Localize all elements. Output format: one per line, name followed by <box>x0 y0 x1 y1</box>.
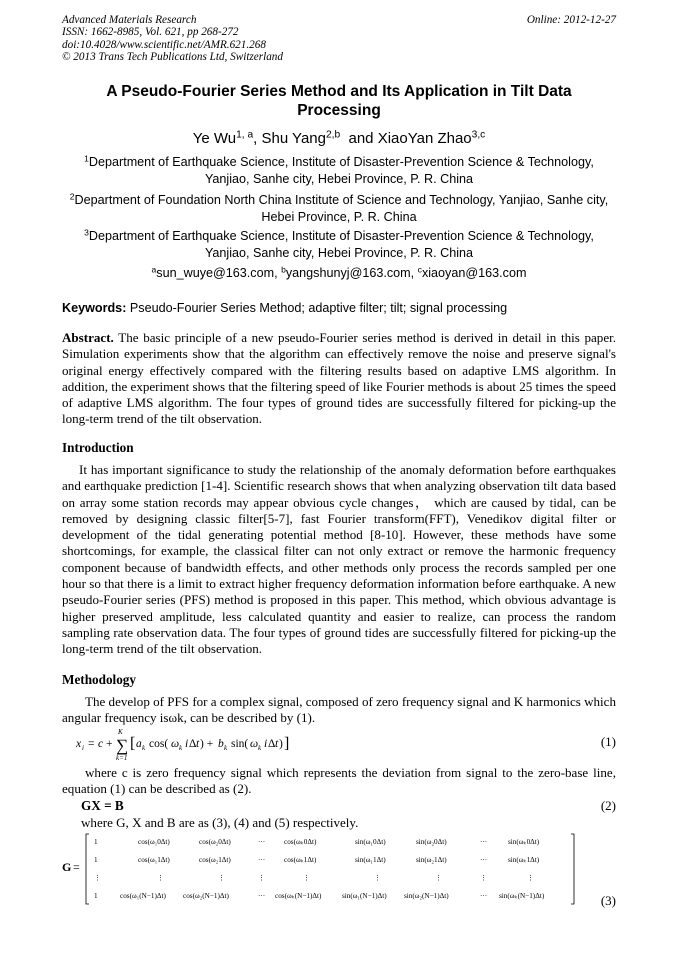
author-sup: 3,c <box>471 129 486 141</box>
svg-text:ω: ω <box>171 738 180 750</box>
paper-title <box>62 82 616 120</box>
svg-text:···: ··· <box>480 838 488 846</box>
author-sup: 1, a <box>236 129 254 141</box>
svg-text:k=1: k=1 <box>116 754 128 762</box>
section-heading-introduction: Introduction <box>62 440 134 455</box>
methodology-paragraph: where G, X and B are as (3), (4) and (5) respectively. <box>81 815 359 830</box>
svg-text:i: i <box>185 738 189 750</box>
affiliation-line: Hebei Province, P. R. China <box>261 210 417 224</box>
svg-text:]: ] <box>284 735 290 752</box>
svg-text:sin(ω₂(N−1)Δt): sin(ω₂(N−1)Δt) <box>404 892 449 900</box>
equation-3-matrix <box>62 832 592 906</box>
keywords-text: Pseudo-Fourier Series Method; adaptive filter; tilt; signal processing <box>129 301 508 315</box>
affiliation-sup: 1 <box>84 153 89 164</box>
svg-text:x: x <box>76 738 82 750</box>
svg-text:t: t <box>196 738 200 750</box>
affiliation <box>58 228 620 262</box>
svg-text:i: i <box>264 738 268 750</box>
svg-text:k: k <box>258 744 262 752</box>
email-link[interactable]: xiaoyan@163.com <box>421 266 527 280</box>
svg-text:Δ: Δ <box>268 738 276 750</box>
svg-text:sin(ωₖ0Δt): sin(ωₖ0Δt) <box>508 838 540 846</box>
affiliation-line: Yanjiao, Sanhe city, Hebei Province, P. R. China <box>204 246 474 260</box>
svg-text:cos(ω₁1Δt): cos(ω₁1Δt) <box>138 856 170 864</box>
affiliation-line: Yanjiao, Sanhe city, Hebei Province, P. R. China <box>204 172 474 186</box>
svg-text:cos(ωₖ1Δt): cos(ωₖ1Δt) <box>284 856 317 864</box>
affiliation-sup: 2 <box>69 191 75 202</box>
svg-text:sin(ω₁1Δt): sin(ω₁1Δt) <box>355 856 386 864</box>
abstract <box>62 330 616 428</box>
email-link[interactable]: sun_wuye@163.com <box>156 266 275 280</box>
keywords-label: Keywords: <box>62 301 127 315</box>
svg-text:a: a <box>136 738 142 750</box>
svg-text:[: [ <box>130 735 136 752</box>
abstract-label: Abstract. <box>62 330 114 345</box>
equation-1 <box>76 727 336 763</box>
affiliation-line: Department of Foundation North China Institute of Science and Technology, Yanjiao, Sanhe city, <box>74 193 609 207</box>
equation-number: (2) <box>600 798 616 813</box>
svg-text:···: ··· <box>480 892 488 900</box>
abstract-text: The basic principle of a new pseudo-Fourier series method is derived in detail in this paper. Simulation experiments show that the algorithm can effectively remove the noise and preserve signal's original energy effectively compared with the filtering results based on adaptive LMS algorithm. In addition, the experiment shows that the filtering speed of like Fourier methods is about 25 times the speed of adaptive LMS algorithm. The four types of ground tides are successfully filtered for picking-up the long-term trend of the tilt observation. <box>62 330 617 427</box>
svg-text:⋮: ⋮ <box>374 874 382 882</box>
svg-text:cos(ω₁0Δt): cos(ω₁0Δt) <box>138 838 170 846</box>
email-list: $^a$sun_wuye@163.com, $^b$yangshunyj@163.com, $^c$xiaoyan@163.com <box>151 264 527 280</box>
svg-text:ω: ω <box>250 738 259 750</box>
equation-number: (1) <box>600 734 616 749</box>
journal-header <box>62 14 283 64</box>
keywords <box>62 300 622 316</box>
svg-text:1: 1 <box>94 892 98 900</box>
svg-text:cos(ωₖ0Δt): cos(ωₖ0Δt) <box>284 838 317 846</box>
svg-text:sin(ω₂0Δt): sin(ω₂0Δt) <box>416 838 447 846</box>
svg-text:c: c <box>98 738 104 750</box>
doi-line: doi:10.4028/www.scientific.net/AMR.621.268 <box>62 38 266 51</box>
affiliation-sup: 3 <box>84 227 89 238</box>
svg-text:Δ: Δ <box>189 738 197 750</box>
affiliation <box>58 192 620 226</box>
svg-text:sin(: sin( <box>231 738 249 750</box>
svg-text:⋮: ⋮ <box>258 874 266 882</box>
svg-text:···: ··· <box>258 838 266 846</box>
email-sup: c <box>417 264 422 275</box>
svg-text:⋮: ⋮ <box>480 874 488 882</box>
author-sup: 2,b <box>325 129 341 141</box>
svg-text:k: k <box>224 744 228 752</box>
svg-text:1: 1 <box>94 838 98 846</box>
svg-text:···: ··· <box>258 856 266 864</box>
svg-text:···: ··· <box>480 856 488 864</box>
svg-text:sin(ωₖ(N−1)Δt): sin(ωₖ(N−1)Δt) <box>499 892 545 900</box>
svg-text:=: = <box>73 860 80 874</box>
svg-text:cos(ω₂0Δt): cos(ω₂0Δt) <box>199 838 231 846</box>
email-sup: b <box>281 264 286 275</box>
svg-text:⋮: ⋮ <box>527 874 535 882</box>
svg-text:k: k <box>179 744 183 752</box>
equation-number: (3) <box>600 893 616 908</box>
svg-text:k: k <box>142 744 146 752</box>
methodology-paragraph: where c is zero frequency signal which represents the deviation from signal to the zero-base line, equation (1) can be described as (2). <box>62 765 616 797</box>
svg-text:cos(ω₁(N−1)Δt): cos(ω₁(N−1)Δt) <box>120 892 166 900</box>
svg-text:⋮: ⋮ <box>94 874 102 882</box>
svg-text:K: K <box>118 728 123 736</box>
affiliation-line: Department of Earthquake Science, Institute of Disaster-Prevention Science & Technology, <box>88 155 594 169</box>
author-name: Ye Wu <box>192 130 237 147</box>
svg-text:sin(ω₁(N−1)Δt): sin(ω₁(N−1)Δt) <box>342 892 387 900</box>
section-heading-methodology: Methodology <box>62 672 136 687</box>
svg-text:t: t <box>275 738 279 750</box>
svg-text:⋮: ⋮ <box>435 874 443 882</box>
svg-text:⋮: ⋮ <box>218 874 226 882</box>
title-line-1: A Pseudo-Fourier Series Method and Its Application in Tilt Data <box>106 83 572 100</box>
svg-text:sin(ω₁0Δt): sin(ω₁0Δt) <box>355 838 386 846</box>
introduction-paragraph: It has important significance to study the relationship of the anomaly deformation before earthquakes and earthquake prediction [1-4]. Scientific research shows that when analyzing observation tilt data based on array some station records may appear obvious cycle changes， which are caused by tidal, can be removed by designing classic filter[5-7], fast Fourier transform(FFT), Venedikov digital filter or development of the tidal generating potential method [8-10]. However, these methods have some shortcomings, for example, the classical filter can not only extract or remove the harmonic frequency component because of bandwidth effects, and other methods only process the records sampled per one hour so that there is a limit to extract higher frequency deformation information before earthquake. A new pseudo-Fourier series (PFS) method is proposed in this paper. This method, which obvious advantage is higher preserved amplitude, less calculated quantity and easier to realize, can process the random sampling rate observation data. The four types of ground tides are successfully filtered for picking-up the long-term trend of the tilt observation. <box>62 462 616 657</box>
affiliation-line: Department of Earthquake Science, Institute of Disaster-Prevention Science & Technology, <box>88 229 594 243</box>
svg-text:) +: ) + <box>200 738 214 750</box>
svg-text:sin(ω₂1Δt): sin(ω₂1Δt) <box>416 856 447 864</box>
author-name: Shu Yang <box>261 130 326 147</box>
author-list: Ye Wu$^{1, a}$, Shu Yang$^{2,b}$ and XiaoYan Zhao$^{3,c}$ <box>192 129 486 147</box>
svg-text:∑: ∑ <box>116 736 129 755</box>
methodology-paragraph: The develop of PFS for a complex signal, composed of zero frequency signal and K harmonics which angular frequency isωk, can be described by (1). <box>62 694 616 726</box>
svg-text:cos(ωₖ(N−1)Δt): cos(ωₖ(N−1)Δt) <box>275 892 322 900</box>
svg-text:cos(ω₂(N−1)Δt): cos(ω₂(N−1)Δt) <box>183 892 229 900</box>
svg-text:G: G <box>62 860 72 874</box>
author-name: XiaoYan Zhao <box>377 130 472 147</box>
copyright-line: © 2013 Trans Tech Publications Ltd, Switzerland <box>62 51 283 64</box>
equation-2: GX = B <box>81 798 124 813</box>
svg-text:+: + <box>106 738 113 750</box>
svg-text:=: = <box>88 738 95 750</box>
svg-text:1: 1 <box>94 856 98 864</box>
journal-name: Advanced Materials Research <box>62 14 197 26</box>
svg-text:cos(ω₂1Δt): cos(ω₂1Δt) <box>199 856 231 864</box>
svg-text:): ) <box>279 738 283 750</box>
email-sup: a <box>151 264 157 275</box>
online-date: Online: 2012-12-27 <box>526 14 616 26</box>
svg-text:sin(ωₖ1Δt): sin(ωₖ1Δt) <box>508 856 540 864</box>
svg-text:i: i <box>82 744 84 752</box>
svg-text:⋮: ⋮ <box>157 874 165 882</box>
svg-text:⋮: ⋮ <box>303 874 311 882</box>
svg-text:cos(: cos( <box>149 738 169 750</box>
issn-line: ISSN: 1662-8985, Vol. 621, pp 268-272 <box>62 26 239 39</box>
title-line-2: Processing <box>297 102 381 119</box>
affiliation <box>58 154 620 188</box>
email-link[interactable]: yangshunyj@163.com <box>285 266 411 280</box>
svg-text:b: b <box>218 738 224 750</box>
svg-text:···: ··· <box>258 892 266 900</box>
